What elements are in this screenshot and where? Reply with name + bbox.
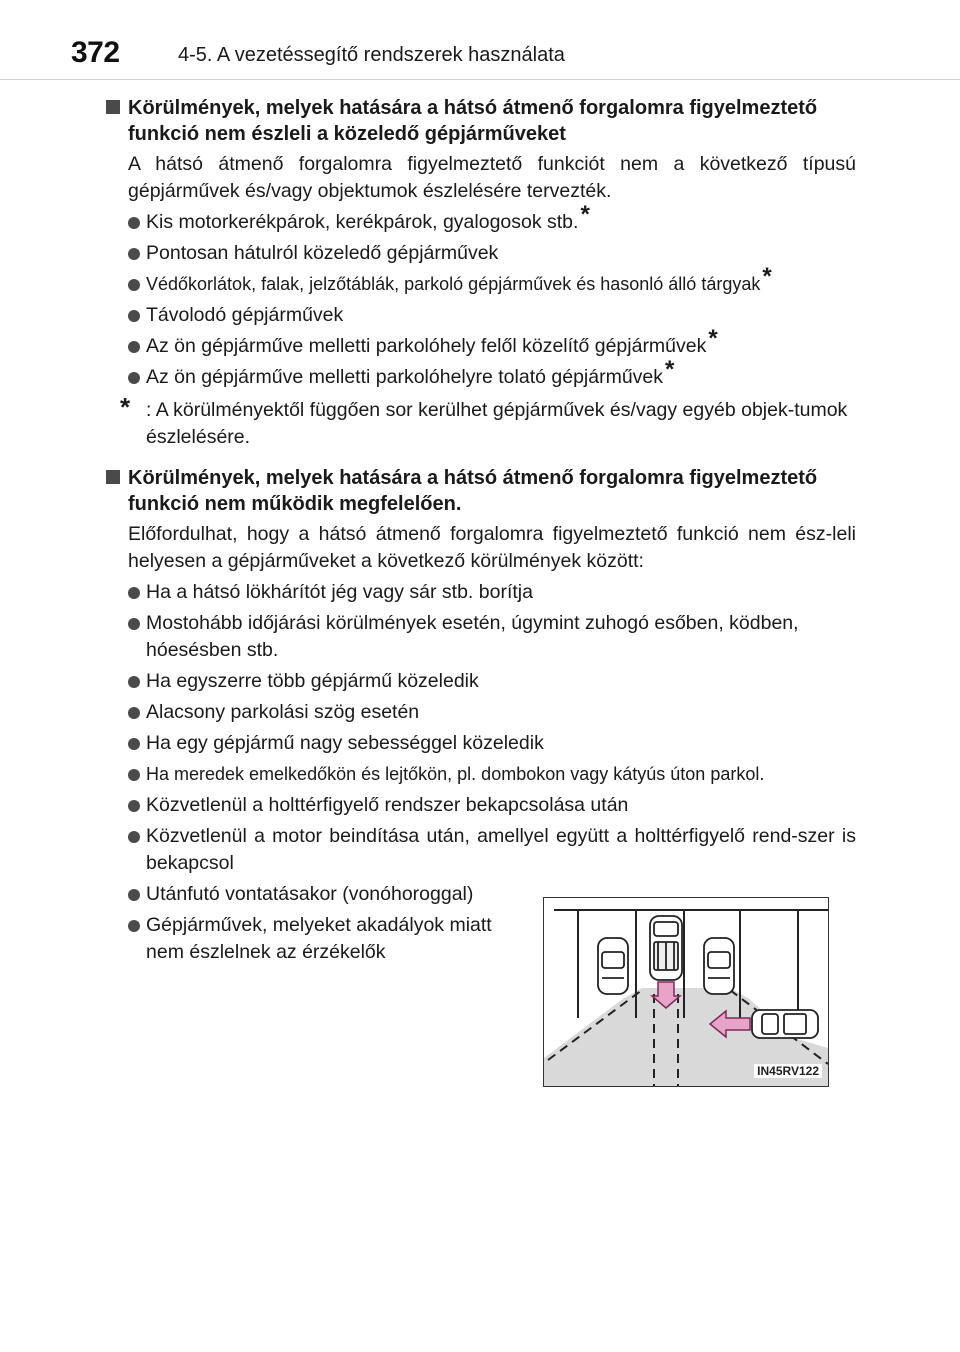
parked-car-right xyxy=(704,938,734,994)
section-heading-1 xyxy=(104,95,856,147)
section-intro: Előfordulhat, hogy a hátsó átmenő forgalomra figyelmeztető funkció nem ész-leli helyesen a gépjárműveket a következő körülmények között: xyxy=(128,523,856,572)
bullet-icon xyxy=(128,372,140,384)
bullet-icon xyxy=(128,889,140,901)
list-item xyxy=(104,201,856,236)
bullet-icon xyxy=(128,769,140,781)
section-intro: A hátsó átmenő forgalomra figyelmeztető funkciót nem a következő típusú gépjárművek és/vagy objektumok észlelésére tervezték. xyxy=(128,153,856,202)
footnote-marker: * xyxy=(665,356,675,383)
page-content xyxy=(104,95,856,966)
list-item xyxy=(104,761,856,788)
list-item-text: Utánfutó vontatásakor (vonóhoroggal) xyxy=(146,883,474,905)
list-item-text: Közvetlenül a motor beindítása után, amellyel együtt a holttérfigyelő rend-szer is bekapcsol xyxy=(146,825,856,874)
list-item xyxy=(104,263,856,298)
bullet-icon xyxy=(128,341,140,353)
footnote-text: : A körülményektől függően sor kerülhet gépjárművek és/vagy egyéb objek-tumok észlelésére. xyxy=(146,399,848,448)
list-item-text: Ha egy gépjármű nagy sebességgel közeledik xyxy=(146,732,544,754)
square-bullet-icon xyxy=(106,100,120,114)
bullet-icon xyxy=(128,217,140,229)
list-item-text: Alacsony parkolási szög esetén xyxy=(146,701,420,723)
list-item xyxy=(104,699,856,726)
list-item xyxy=(104,792,856,819)
bullet-icon xyxy=(128,920,140,932)
footnote-marker: * xyxy=(580,201,590,228)
bullet-icon xyxy=(128,310,140,322)
parked-car-left xyxy=(598,938,628,994)
list-item xyxy=(104,302,856,329)
footnote xyxy=(104,392,856,451)
list-item-text: Távolodó gépjárművek xyxy=(146,304,344,326)
bullet-icon xyxy=(128,618,140,630)
bullet-icon xyxy=(128,279,140,291)
header-divider xyxy=(0,79,960,80)
page-number: 372 xyxy=(71,36,120,69)
list-item-text: Ha a hátsó lökhárítót jég vagy sár stb. borítja xyxy=(146,581,533,603)
list-item xyxy=(104,912,546,966)
bullet-icon xyxy=(128,707,140,719)
bullet-icon xyxy=(128,800,140,812)
bullet-icon xyxy=(128,676,140,688)
footnote-marker: * xyxy=(762,263,772,290)
list-item xyxy=(104,823,856,877)
section-title-line: Körülmények, melyek hatására a hátsó átmenő forgalomra figyelmeztető xyxy=(128,467,818,489)
section-title-line: Körülmények, melyek hatására a hátsó átmenő forgalomra figyelmeztető xyxy=(128,97,818,119)
list-item-text: Gépjárművek, melyeket akadályok miatt xyxy=(146,914,492,936)
list-item-text: Közvetlenül a holttérfigyelő rendszer bekapcsolása után xyxy=(146,794,629,816)
list-item xyxy=(104,325,856,360)
section-title-line: funkció nem észleli a közeledő gépjárműveket xyxy=(128,123,566,145)
list-item xyxy=(104,610,856,664)
section-title-line: funkció nem működik megfelelően. xyxy=(128,493,462,515)
section-heading-2 xyxy=(104,465,856,517)
list-item-text: Pontosan hátulról közeledő gépjárművek xyxy=(146,242,499,264)
parking-diagram-svg xyxy=(544,898,828,1086)
list-item xyxy=(104,730,856,757)
list-item-text: Kis motorkerékpárok, kerékpárok, gyalogosok stb. xyxy=(146,211,579,233)
parking-diagram xyxy=(543,897,829,1087)
chapter-header: 4-5. A vezetéssegítő rendszerek használata xyxy=(178,44,565,66)
footnote-asterisk: * xyxy=(120,392,131,422)
list-item xyxy=(104,579,856,606)
bullet-icon xyxy=(128,248,140,260)
bullet-icon xyxy=(128,738,140,750)
bullet-icon xyxy=(128,831,140,843)
footnote-marker: * xyxy=(708,325,718,352)
list-item-text: Ha egyszerre több gépjármű közeledik xyxy=(146,670,479,692)
list-item-text: Mostohább időjárási körülmények esetén, úgymint zuhogó esőben, ködben, hóesésben stb. xyxy=(146,612,799,661)
list-item xyxy=(104,668,856,695)
figure-label: IN45RV122 xyxy=(754,1064,822,1078)
list-item xyxy=(104,356,856,391)
list-item-text: Ha meredek emelkedőkön és lejtőkön, pl. dombokon vagy kátyús úton parkol. xyxy=(146,764,765,784)
own-car xyxy=(650,916,682,980)
list-item xyxy=(104,240,856,267)
list-item-text: Az ön gépjárműve melletti parkolóhely felől közelítő gépjárművek xyxy=(146,335,707,357)
square-bullet-icon xyxy=(106,470,120,484)
list-item-text: Az ön gépjárműve melletti parkolóhelyre tolató gépjárművek xyxy=(146,366,664,388)
list-item-text: nem észlelnek az érzékelők xyxy=(146,941,386,963)
approaching-car xyxy=(752,1010,818,1038)
list-item-text: Védőkorlátok, falak, jelzőtáblák, parkoló gépjárművek és hasonló álló tárgyak xyxy=(146,274,761,294)
bullet-icon xyxy=(128,587,140,599)
